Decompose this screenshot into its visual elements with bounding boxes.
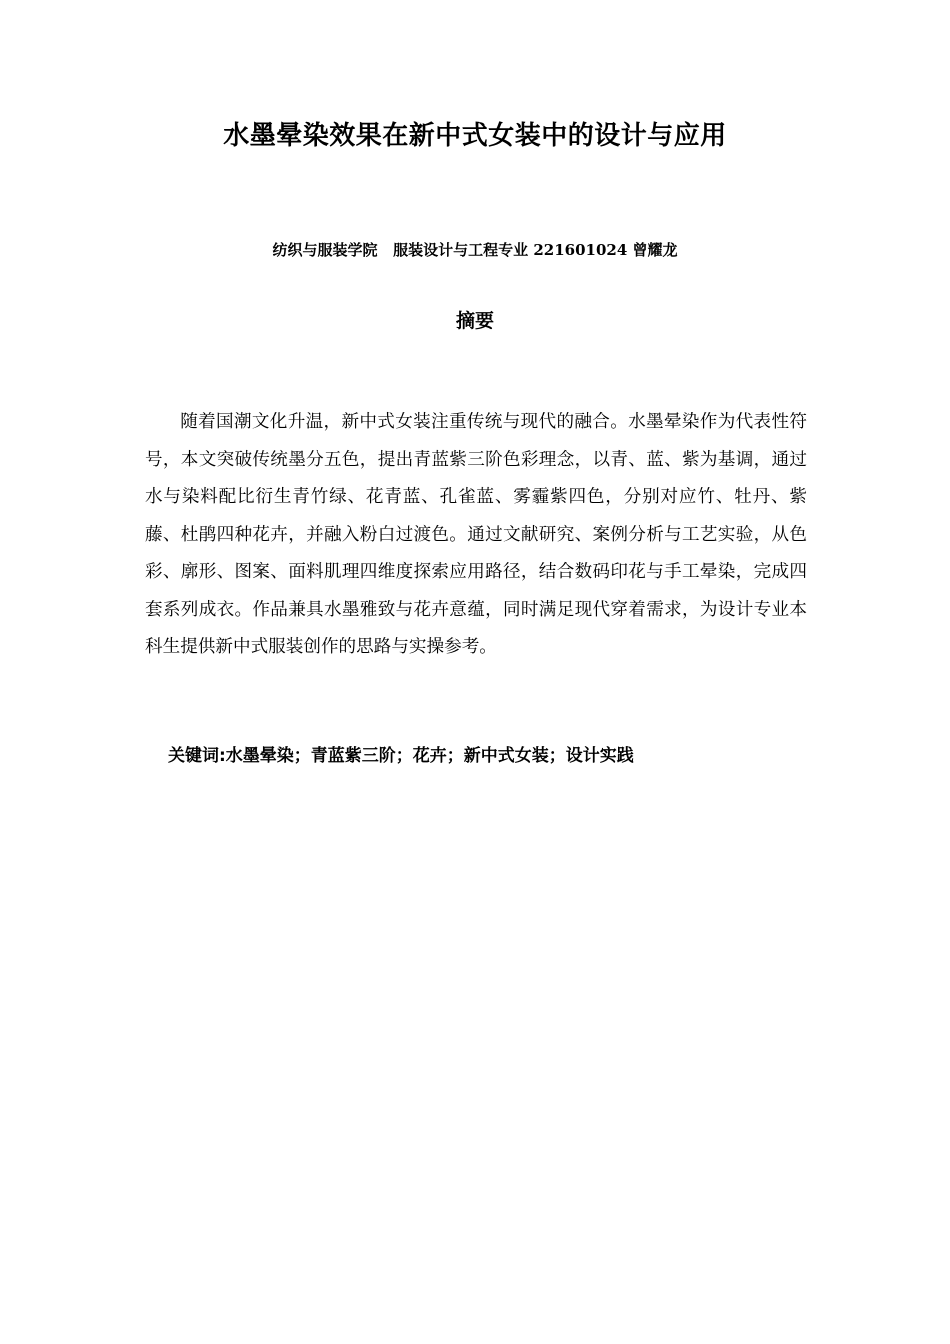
paper-title: 水墨晕染效果在新中式女装中的设计与应用 (223, 121, 727, 151)
abstract-heading: 摘要 (455, 310, 494, 332)
author-line: 纺织与服装学院 服装设计与工程专业 221601024 曾耀龙 (272, 241, 678, 259)
keywords-line: 关键词:水墨晕染；青蓝紫三阶；花卉；新中式女装；设计实践 (168, 746, 634, 766)
abstract-body: 随着国潮文化升温，新中式女装注重传统与现代的融合。水墨晕染作为代表性符号，本文突破传统墨分五色，提出青蓝紫三阶色彩理念，以青、蓝、紫为基调，通过水与染料配比衍生青竹绿、花青蓝、孔雀蓝、雾霾紫四色，分别对应竹、牡丹、紫藤、杜鹃四种花卉，并融入粉白过渡色。通过文献研究、案例分析与工艺实验，从色彩、廓形、图案、面料肌理四维度探索应用路径，结合数码印花与手工晕染，完成四套系列成衣。作品兼具水墨雅致与花卉意蕴，同时满足现代穿着需求，为设计专业本科生提供新中式服装创作的思路与实操参考。 (145, 412, 807, 657)
